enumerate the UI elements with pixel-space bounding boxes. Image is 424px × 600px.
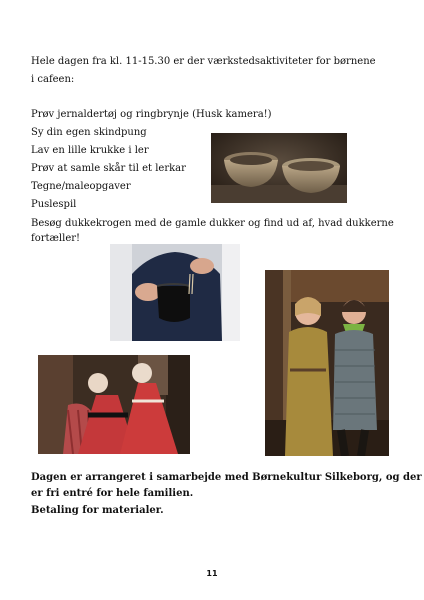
footer-line-3: Betaling for materialer. <box>31 505 164 516</box>
footer-line-1: Dagen er arrangeret i samarbejde med Børnekultur Silkeborg, og der <box>31 472 422 483</box>
intro-line-2: i cafeen: <box>31 74 75 85</box>
activity-item: Prøv jernaldertøj og ringbrynje (Husk kamera!) <box>31 109 272 120</box>
doll-corner-line-1: Besøg dukkekrogen med de gamle dukker og find ud af, hvad dukkerne <box>31 218 394 229</box>
activity-item: Tegne/maleopgaver <box>31 181 131 192</box>
leather-pouch-photo <box>110 244 240 341</box>
footer-line-2: er fri entré for hele familien. <box>31 488 194 499</box>
clay-bowls-photo <box>211 133 347 203</box>
activity-item: Prøv at samle skår til et lerkar <box>31 163 186 174</box>
children-costume-photo <box>265 270 389 456</box>
page-number: 11 <box>206 569 218 578</box>
activity-item: Puslespil <box>31 199 77 210</box>
old-dolls-photo <box>38 355 190 454</box>
activity-item: Sy din egen skindpung <box>31 127 147 138</box>
intro-line-1: Hele dagen fra kl. 11-15.30 er der værkstedsaktiviteter for børnene <box>31 56 376 67</box>
activity-item: Lav en lille krukke i ler <box>31 145 149 156</box>
doll-corner-line-2: fortæller! <box>31 233 81 244</box>
